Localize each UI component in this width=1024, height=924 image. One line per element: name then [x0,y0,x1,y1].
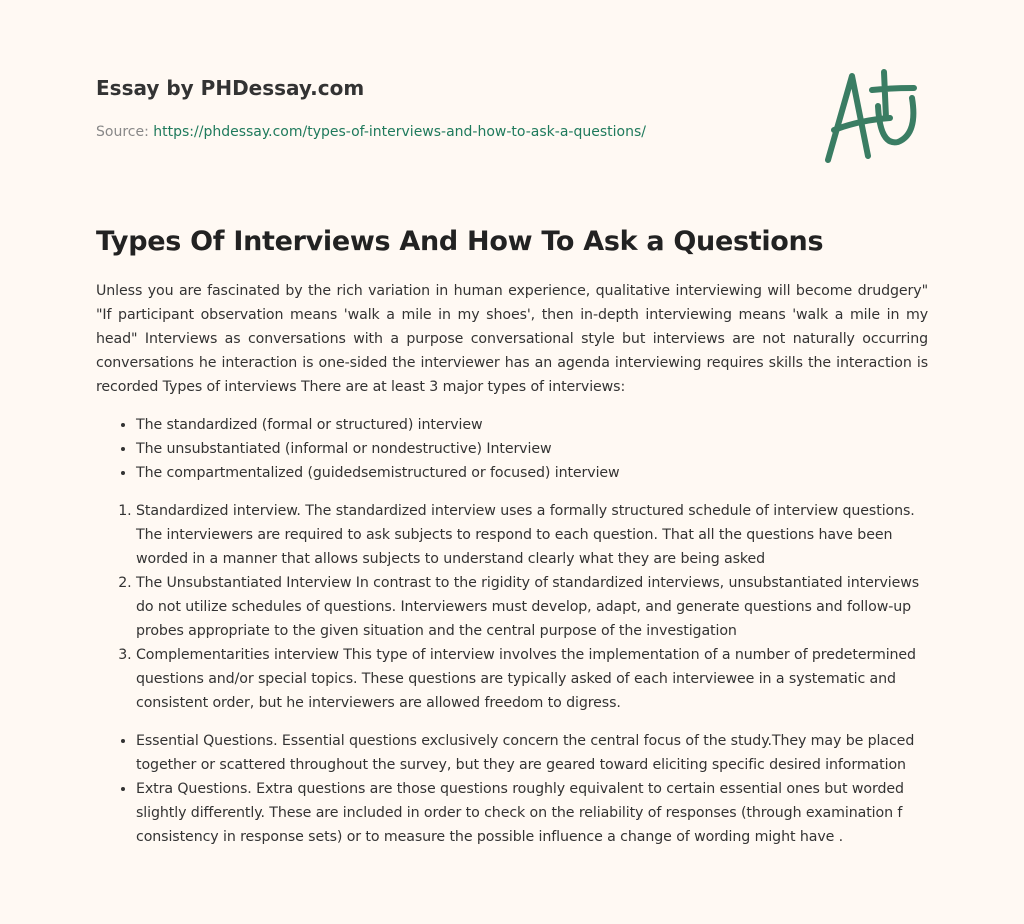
list-item: • Essential Questions. Essential questions exclusively concern the central focus of the study.They may be placed together or scattered throughout the survey, but they are geared toward eliciting specific desired information [136,729,928,777]
source-link[interactable]: https://phdessay.com/types-of-interviews-and-how-to-ask-a-questions/ [153,124,646,140]
list-item: • The standardized (formal or structured) interview [136,413,928,437]
source-line [96,124,646,140]
article [96,226,928,863]
article-title: Types Of Interviews And How To Ask a Questions [96,226,824,257]
questions-list [96,729,928,849]
intro-paragraph: Unless you are fascinated by the rich variation in human experience, qualitative interviewing will become drudgery" "If participant observation means 'walk a mile in my shoes', then in-depth interviewing means 'walk a mile in my head" Interviews as conversations with a purpose conversational style but interviews are not naturally occurring conversations he interaction is one-sided the interviewer has an agenda interviewing requires skills the interaction is recorded Types of interviews There are at least 3 major types of interviews: [96,283,928,395]
list-item: • Extra Questions. Extra questions are those questions roughly equivalent to certain essential ones but worded slightly differently. These are included in order to check on the reliability of responses (through examination f consistency in response sets) or to measure the possible influence a change of wording might have . [136,777,928,849]
list-item: 1. Standardized interview. The standardized interview uses a formally structured schedule of interview questions. The interviewers are required to ask subjects to respond to each question. That all the questions have been worded in a manner that allows subjects to understand clearly what they are being asked [136,499,928,571]
types-list [96,413,928,485]
list-item: • The unsubstantiated (informal or nondestructive) Interview [136,437,928,461]
a-plus-logo-icon [820,68,930,168]
numbered-list [96,499,928,715]
list-item: • The compartmentalized (guidedsemistructured or focused) interview [136,461,928,485]
site-title: Essay by PHDessay.com [96,76,365,100]
list-item: 2. The Unsubstantiated Interview In contrast to the rigidity of standardized interviews, unsubstantiated interviews do not utilize schedules of questions. Interviewers must develop, adapt, and generate questions and follow-up probes appropriate to the given situation and the central purpose of the investigation [136,571,928,643]
source-label: Source: [96,124,149,140]
list-item: 3. Complementarities interview This type of interview involves the implementation of a number of predetermined questions and/or special topics. These questions are typically asked of each interviewee in a systematic and consistent order, but he interviewers are allowed freedom to digress. [136,643,928,715]
